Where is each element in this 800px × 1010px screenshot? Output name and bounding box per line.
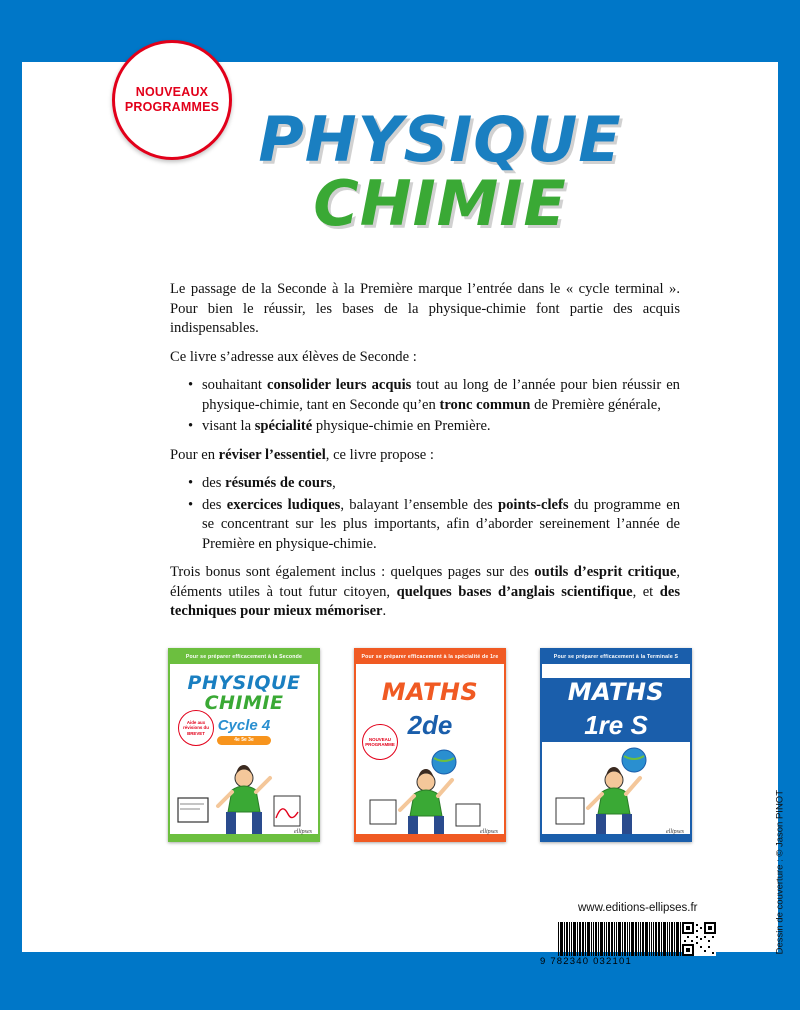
content-list	[170, 474, 680, 554]
list-item	[188, 474, 680, 494]
paragraph-1: Le passage de la Seconde à la Première marque l’entrée dans le « cycle terminal ». Pour bien le réussir, les bases de la physique-chimie font partie des acquis indispensables.	[170, 281, 680, 336]
page-title	[230, 103, 650, 240]
new-programs-badge	[112, 40, 232, 160]
title-line-chimie: CHIMIE	[313, 167, 567, 240]
text-run: des	[202, 475, 226, 491]
qr-code-icon	[682, 922, 716, 956]
text-run: souhaitant	[202, 377, 267, 393]
text-run: .	[382, 603, 387, 619]
blurb-text	[170, 280, 680, 631]
badge-line-1: NOUVEAUX	[135, 85, 209, 99]
text-run: Trois bonus sont également inclus : quelques pages sur des	[170, 564, 535, 580]
text-run: , éléments utiles à tout futur citoyen,	[170, 564, 680, 600]
cover-illustration	[542, 744, 690, 840]
publisher-logo: ellipses	[480, 829, 498, 835]
text-run-bold: tronc commun	[439, 396, 531, 413]
text-run: tout au long de l’année pour bien réussir en physique-chimie, tant en Seconde qu’en	[202, 377, 680, 413]
audience-list	[170, 376, 680, 437]
paragraph-4	[170, 563, 680, 622]
publisher-logo: ellipses	[666, 829, 684, 835]
cover-level: 1re S	[584, 710, 648, 740]
text-run-bold: points-clefs	[498, 496, 569, 513]
book-cover-thumbnail	[168, 648, 320, 842]
paragraph-3	[170, 446, 680, 466]
text-run-bold: des techniques pour mieux mémoriser	[170, 583, 681, 619]
cover-title-line-1: PHYSIQUE	[187, 672, 301, 694]
cover-title-line-1: MATHS	[567, 678, 665, 706]
barcode-block	[540, 922, 700, 966]
list-item	[188, 376, 680, 415]
text-run-bold: outils d’esprit critique	[534, 564, 677, 580]
text-run-bold: spécialité	[254, 418, 313, 434]
text-run: des	[202, 496, 227, 513]
cover-title-line-2: CHIMIE	[204, 692, 284, 714]
left-blue-band	[0, 0, 22, 1010]
related-books	[168, 648, 688, 838]
list-item	[188, 417, 680, 437]
cover-level: Cycle 4	[217, 717, 271, 734]
text-run: , et	[632, 583, 660, 600]
title-line-physique: PHYSIQUE	[258, 103, 622, 176]
paragraph-2: Ce livre s’adresse aux élèves de Seconde :	[170, 348, 417, 365]
cover-title-panel	[542, 678, 690, 742]
cover-strip: Pour se préparer efficacement à la Terminale S	[542, 650, 690, 664]
text-run: Pour en	[170, 446, 219, 463]
book-cover-thumbnail	[540, 648, 692, 842]
text-run: visant la	[202, 418, 255, 434]
top-blue-band	[0, 0, 800, 62]
publisher-logo: ellipses	[294, 829, 312, 835]
list-item	[188, 496, 680, 555]
cover-illustration	[170, 744, 318, 840]
cover-strip: Pour se préparer efficacement à la spécialité de 1re	[356, 650, 504, 664]
text-run-bold: quelques bases d’anglais scientifique	[396, 583, 633, 600]
text-run: de Première générale,	[530, 396, 661, 413]
cover-title-line-1: MATHS	[381, 678, 479, 706]
text-run: , balayant l’ensemble des	[340, 496, 499, 513]
text-run: , ce livre propose :	[325, 446, 434, 463]
isbn-number: 9 782340 032101	[540, 956, 632, 967]
new-program-badge: NOUVEAU PROGRAMME	[362, 724, 398, 760]
brevet-badge: Aide aux révisions du BREVET	[178, 710, 214, 746]
text-run: ,	[332, 475, 336, 491]
cover-strip: Pour se préparer efficacement à la Seconde	[170, 650, 318, 664]
badge-line-2: PROGRAMMES	[124, 100, 220, 114]
ean-barcode	[558, 922, 685, 956]
book-cover-thumbnail	[354, 648, 506, 842]
text-run: physique-chimie en Première.	[312, 418, 491, 434]
cover-pill: 4e 5e 3e	[217, 736, 271, 745]
text-run-bold: réviser l’essentiel	[218, 446, 326, 463]
text-run-bold: résumés de cours	[225, 475, 333, 491]
text-run-bold: exercices ludiques	[226, 496, 341, 513]
cover-credit: Dessin de couverture : © Jason PINOT	[774, 790, 785, 955]
text-run-bold: consolider leurs acquis	[266, 377, 412, 393]
cover-level: 2de	[407, 710, 453, 740]
text-run: du programme en se concentrant sur les plus importants, afin d’aborder sereinement l’année de Première en physique-chimie.	[202, 496, 681, 552]
website-url[interactable]: www.editions-ellipses.fr	[578, 902, 698, 914]
